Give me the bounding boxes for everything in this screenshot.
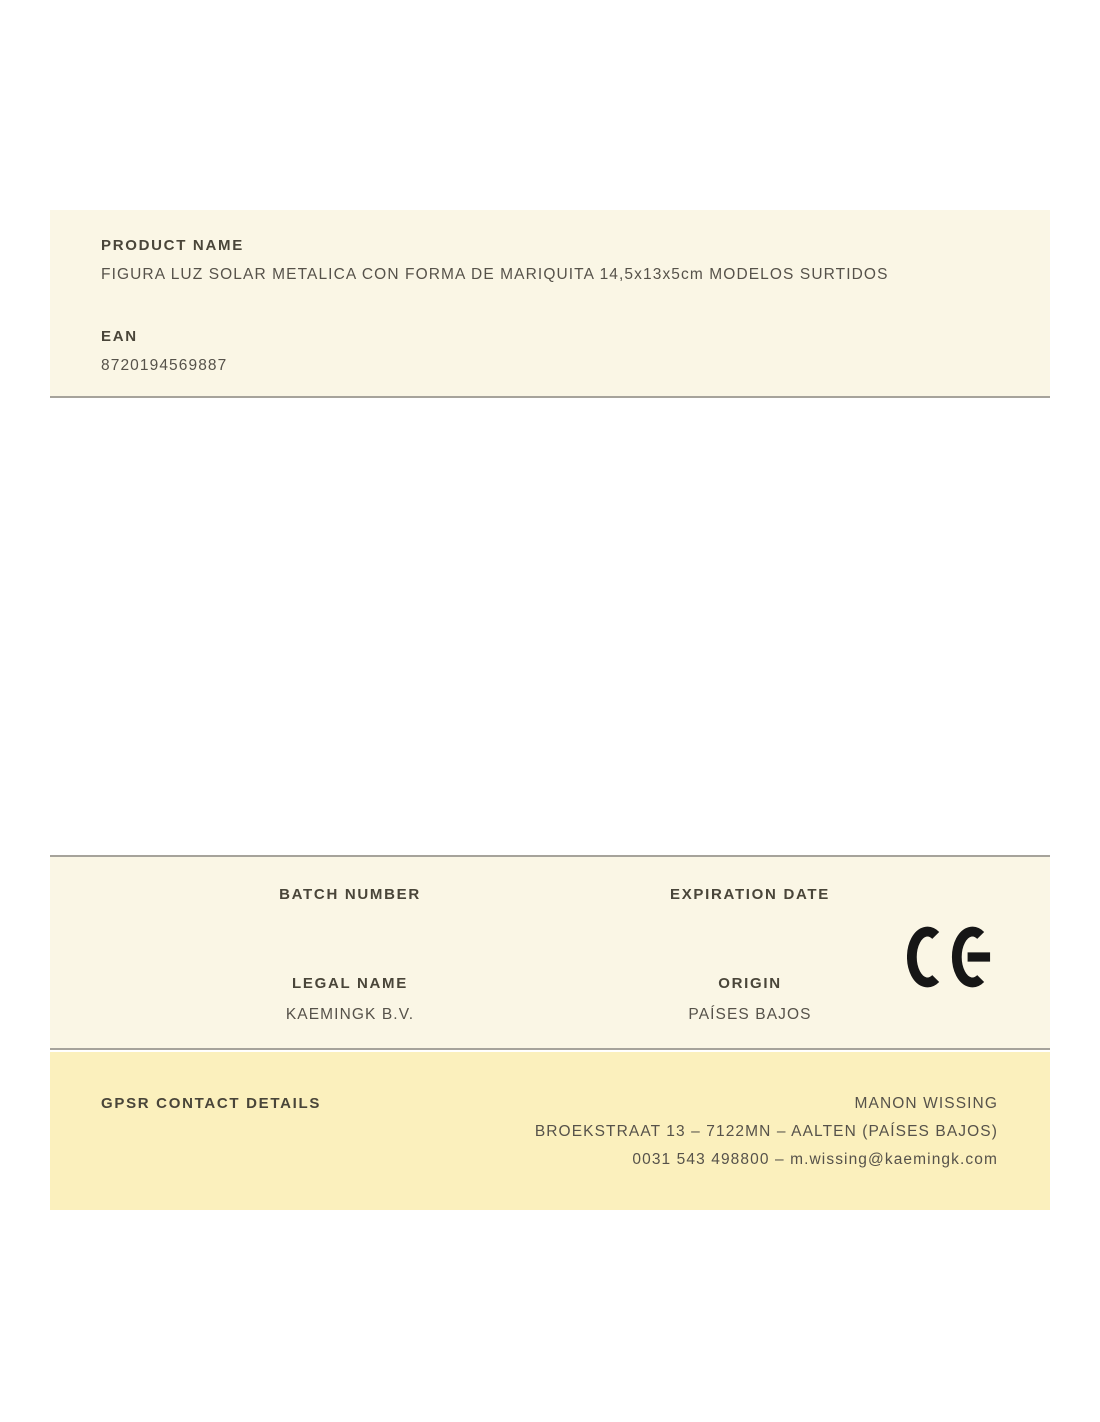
product-name-label: PRODUCT NAME [101,237,244,254]
gpsr-contact-phone-email: 0031 543 498800 – m.wissing@kaemingk.com [632,1151,998,1168]
batch-legal-section [50,855,1050,1050]
gpsr-contact-block [535,1096,998,1168]
gpsr-section [50,1052,1050,1210]
gpsr-contact-details-label: GPSR CONTACT DETAILS [101,1095,322,1112]
ce-mark-icon [907,925,993,989]
gpsr-contact-name: MANON WISSING [854,1095,998,1112]
ean-field [101,329,999,374]
ean-value: 8720194569887 [101,357,228,374]
origin-label: ORIGIN [718,975,782,992]
expiration-date-label: EXPIRATION DATE [670,886,830,903]
gpsr-contact-address: BROEKSTRAAT 13 – 7122MN – AALTEN (PAÍSES BAJOS) [534,1123,998,1140]
product-name-field [101,238,999,283]
ean-label: EAN [101,328,138,345]
batch-number-label: BATCH NUMBER [279,886,421,903]
product-name-value: FIGURA LUZ SOLAR METALICA CON FORMA DE MARIQUITA 14,5x13x5cm MODELOS SURTIDOS [101,266,889,283]
product-section [50,210,1050,398]
origin-value: PAÍSES BAJOS [688,1006,812,1023]
legal-name-label: LEGAL NAME [292,975,408,992]
legal-name-value: KAEMINGK B.V. [285,1006,415,1023]
